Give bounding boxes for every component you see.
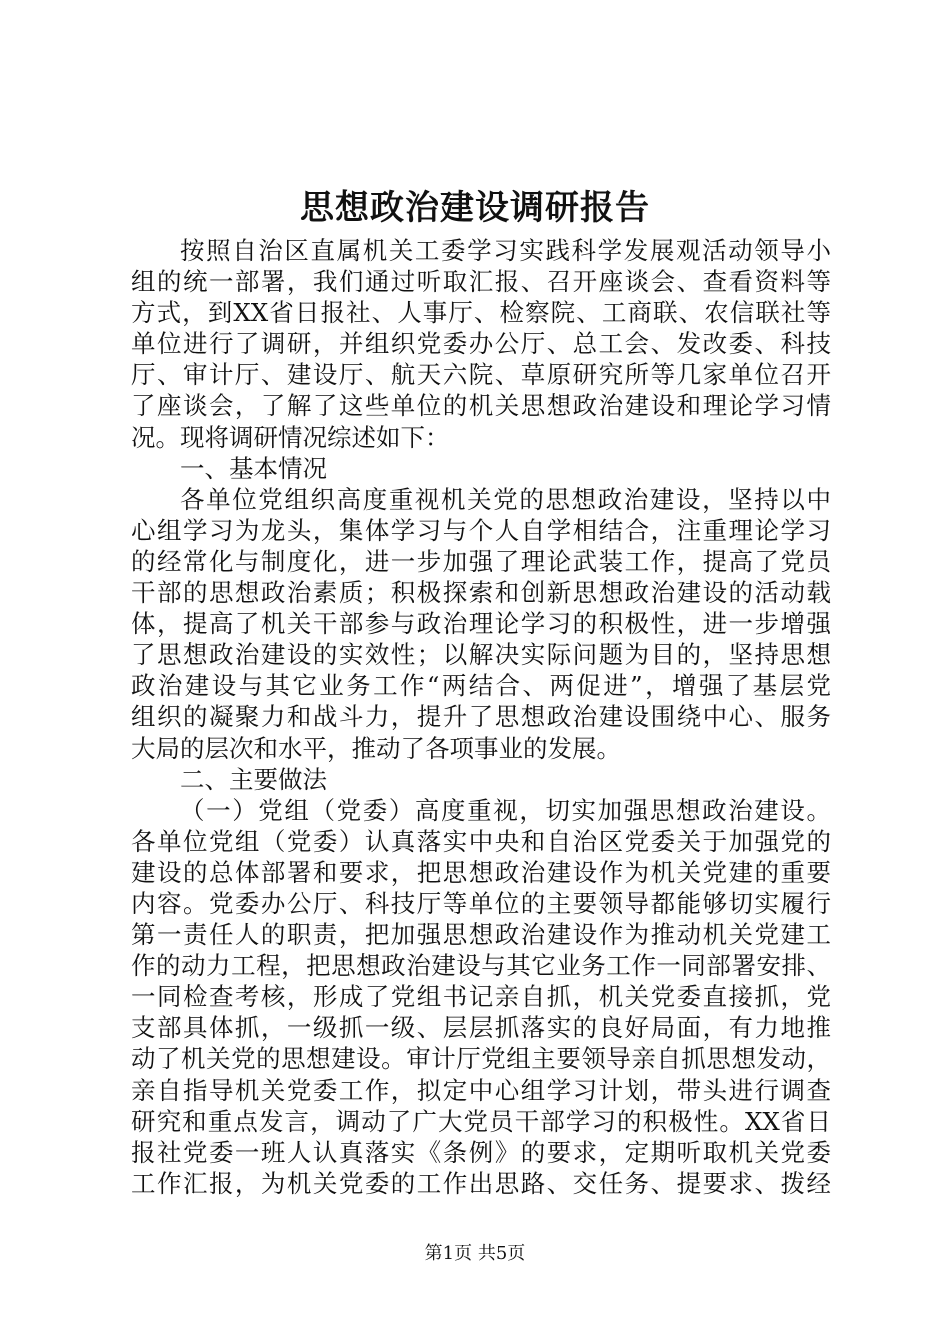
body-line: 内容。党委办公厅、科技厅等单位的主要领导都能够切实履行: [131, 888, 831, 918]
body-line: 况。现将调研情况综述如下：: [131, 422, 450, 452]
body-line: 组的统一部署，我们通过听取汇报、召开座谈会、查看资料等: [131, 267, 831, 297]
body-line: 第一责任人的职责，把加强思想政治建设作为推动机关党建工: [131, 920, 831, 950]
section-heading: 二、主要做法: [180, 764, 327, 794]
body-line: 方式，到XX省日报社、人事厅、检察院、工商联、农信联社等: [131, 298, 831, 328]
body-line: 的经常化与制度化，进一步加强了理论武装工作，提高了党员: [131, 546, 831, 576]
body-line: 报社党委一班人认真落实《条例》的要求，定期听取机关党委: [131, 1137, 831, 1167]
body-line: 体，提高了机关干部参与政治理论学习的积极性，进一步增强: [131, 609, 831, 639]
body-line: 作的动力工程，把思想政治建设与其它业务工作一同部署安排、: [131, 951, 831, 981]
document-title: 思想政治建设调研报告: [300, 188, 650, 228]
body-line: 支部具体抓，一级抓一级、层层抓落实的良好局面，有力地推: [131, 1013, 831, 1043]
body-line: 建设的总体部署和要求，把思想政治建设作为机关党建的重要: [131, 857, 831, 887]
body-line: 了座谈会，了解了这些单位的机关思想政治建设和理论学习情: [131, 391, 831, 421]
body-line: 工作汇报，为机关党委的工作出思路、交任务、提要求、拨经: [131, 1168, 831, 1198]
body-line: 亲自指导机关党委工作，拟定中心组学习计划，带头进行调查: [131, 1075, 831, 1105]
body-line: 了思想政治建设的实效性；以解决实际问题为目的，坚持思想: [131, 640, 831, 670]
body-line: 政治建设与其它业务工作“两结合、两促进”，增强了基层党: [131, 671, 831, 701]
body-line: 干部的思想政治素质；积极探索和创新思想政治建设的活动载: [131, 578, 831, 608]
page-footer: 第1页 共5页: [424, 1243, 526, 1264]
body-line: 研究和重点发言，调动了广大党员干部学习的积极性。XX省日: [131, 1106, 831, 1136]
body-line: 厅、审计厅、建设厅、航天六院、草原研究所等几家单位召开: [131, 360, 831, 390]
body-line: 组织的凝聚力和战斗力，提升了思想政治建设围绕中心、服务: [131, 702, 831, 732]
section-heading: 一、基本情况: [180, 453, 327, 483]
body-line: 各单位党组织高度重视机关党的思想政治建设，坚持以中: [180, 484, 831, 514]
body-line: 心组学习为龙头，集体学习与个人自学相结合，注重理论学习: [131, 515, 831, 545]
body-line: 动了机关党的思想建设。审计厅党组主要领导亲自抓思想发动，: [131, 1044, 831, 1074]
document-body: [131, 235, 831, 1199]
body-line: 大局的层次和水平，推动了各项事业的发展。: [131, 733, 621, 763]
body-line: （一）党组（党委）高度重视，切实加强思想政治建设。: [180, 795, 831, 825]
body-line: 各单位党组（党委）认真落实中央和自治区党委关于加强党的: [131, 826, 831, 856]
body-line: 一同检查考核，形成了党组书记亲自抓，机关党委直接抓，党: [131, 982, 831, 1012]
body-line: 单位进行了调研，并组织党委办公厅、总工会、发改委、科技: [131, 329, 831, 359]
body-line: 按照自治区直属机关工委学习实践科学发展观活动领导小: [180, 236, 831, 265]
